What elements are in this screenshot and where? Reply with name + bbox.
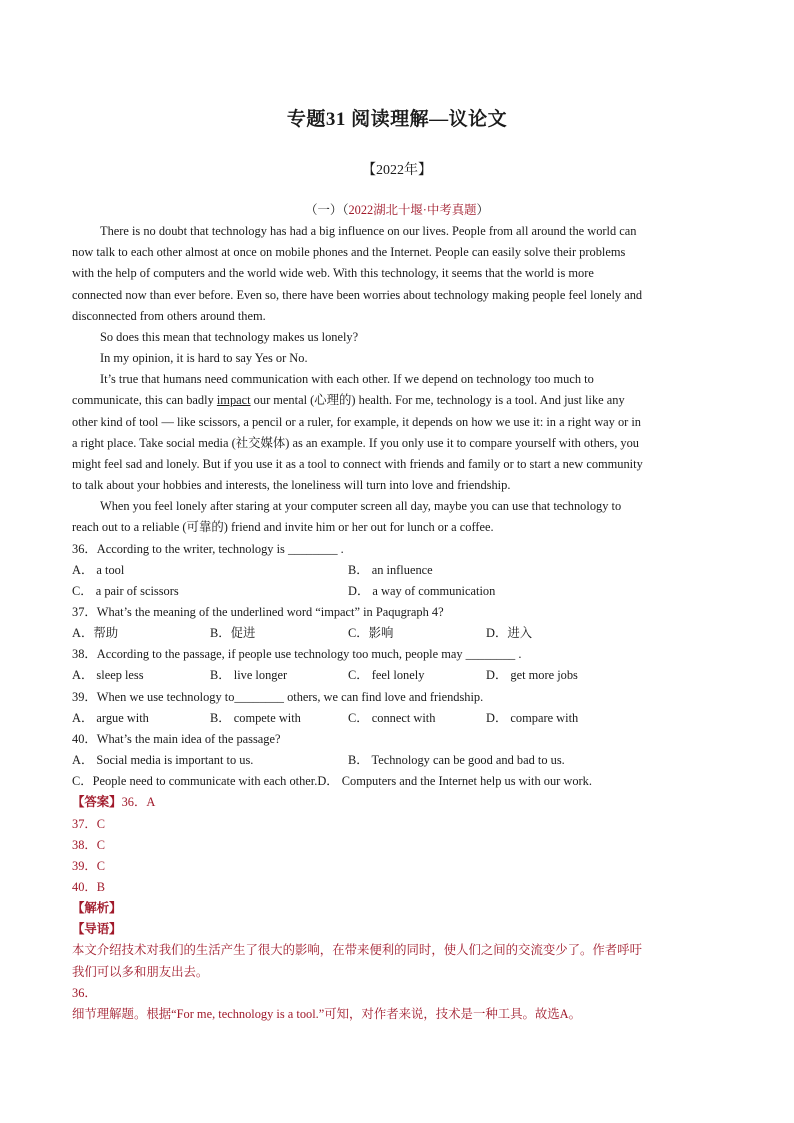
question-40-stem: 40．What’s the main idea of the passage? <box>72 731 281 746</box>
source-prefix: （一）（ <box>305 203 349 217</box>
passage-line: might feel sad and lonely. But if you use it as a tool to connect with friends and family or to start a new community <box>72 456 643 471</box>
answer-item: 40．B <box>72 880 106 894</box>
passage-line: a right place. Take social media (社交媒体) as an example. If you only use it to compare yourself with others, you <box>72 435 639 450</box>
passage-line: There is no doubt that technology has had a big influence on our lives. People from all around the world can <box>100 224 637 239</box>
document-body <box>72 200 722 1025</box>
question-39-options <box>72 708 722 729</box>
passage-line <box>72 390 722 411</box>
answer-blank: ________ <box>287 541 338 556</box>
question-37-options <box>72 623 722 644</box>
passage-source <box>72 200 722 221</box>
passage-line: In my opinion, it is hard to say Yes or No. <box>100 351 308 366</box>
option-b: B． an influence <box>348 562 433 577</box>
question-39-stem <box>72 687 722 708</box>
passage-text: communicate, this can badly <box>72 393 217 408</box>
source-label: 2022湖北十堰·中考真题 <box>348 203 477 217</box>
option-a: A． argue with <box>72 710 149 725</box>
passage-text: our mental (心理的) health. For me, technology is a tool. And just like any <box>250 393 625 408</box>
option-d: D． compare with <box>486 710 579 725</box>
answer-item: 38．C <box>72 837 106 852</box>
answer-item: 37．C <box>72 816 106 831</box>
passage-line: When you feel lonely after staring at your computer screen all day, maybe you can use that technology to <box>100 499 622 514</box>
question-text: others, we can find love and friendship. <box>283 689 484 704</box>
analysis-q36-number: 36． <box>72 985 97 1000</box>
question-text: 39．When we use technology to <box>72 689 235 704</box>
question-36-options-row1 <box>72 560 722 581</box>
option-b: B．促进 <box>210 626 256 641</box>
guide-label: 【导语】 <box>72 922 122 937</box>
guide-text: 我们可以多和朋友出去。 <box>72 964 209 979</box>
option-b: B． compete with <box>210 710 301 725</box>
option-d: D． get more jobs <box>486 668 578 683</box>
analysis-label: 【解析】 <box>72 901 122 916</box>
question-37-stem: 37．What’s the meaning of the underlined word “impact” in Paqugraph 4? <box>72 604 444 619</box>
option-d: D．进入 <box>486 626 533 641</box>
question-text: . <box>515 647 522 662</box>
answer-label: 【答案】 <box>72 795 122 810</box>
passage-line: other kind of tool — like scissors, a pencil or a ruler, for example, it depends on how we use it: in a right way or in <box>72 414 641 429</box>
passage-line: disconnected from others around them. <box>72 308 266 323</box>
option-b: B． live longer <box>210 668 288 683</box>
option-b: B． Technology can be good and bad to us. <box>348 753 565 768</box>
source-suffix: ） <box>476 203 489 217</box>
passage-line: to talk about your hobbies and interests, the loneliness will turn into love and friendship. <box>72 478 511 493</box>
option-c: C． a pair of scissors <box>72 583 179 598</box>
option-a: A． sleep less <box>72 668 144 683</box>
question-38-stem <box>72 644 722 665</box>
option-a: A．帮助 <box>72 626 119 641</box>
answer-item: 39．C <box>72 858 106 873</box>
year-heading: 【2022年】 <box>362 163 432 178</box>
passage-line: It’s true that humans need communication with each other. If we depend on technology too much to <box>100 372 594 387</box>
answer-item: 36．A <box>121 795 156 810</box>
answer-blank: ________ <box>465 647 516 662</box>
question-text: 38．According to the passage, if people use technology too much, people may <box>72 647 466 662</box>
question-36-options-row2 <box>72 581 722 602</box>
question-text: . <box>337 541 344 556</box>
question-36-stem <box>72 539 722 560</box>
passage-line: with the help of computers and the world wide web. With this technology, it seems that the world is more <box>72 266 594 281</box>
option-c: C． connect with <box>348 710 436 725</box>
passage-line: now talk to each other almost at once on mobile phones and the Internet. People can easily solve their problems <box>72 245 626 260</box>
option-c: C． feel lonely <box>348 668 425 683</box>
option-c: C．影响 <box>348 626 394 641</box>
option-a: A． Social media is important to us. <box>72 753 254 768</box>
analysis-q36-text: 细节理解题。根据“For me, technology is a tool.”可知，对作者来说，技术是一种工具。故选A。 <box>72 1006 582 1021</box>
question-40-options-row1 <box>72 750 722 771</box>
passage-line: connected now than ever before. Even so, there have been worries about technology making people feel lonely and <box>72 287 643 302</box>
question-text: 36．According to the writer, technology is <box>72 541 288 556</box>
guide-text: 本文介绍技术对我们的生活产生了很大的影响，在带来便利的同时，使人们之间的交流变少了。作者呼吁 <box>72 943 642 958</box>
option-d: D． a way of communication <box>348 583 496 598</box>
question-40-options-row2: C．People need to communicate with each other.D． Computers and the Internet help us with our work. <box>72 774 592 789</box>
passage-line: reach out to a reliable (可靠的) friend and invite him or her out for lunch or a coffee. <box>72 520 494 535</box>
answer-blank: ________ <box>234 689 284 704</box>
passage-line: So does this mean that technology makes us lonely? <box>100 329 359 344</box>
underlined-word-impact: impact <box>216 393 251 408</box>
page-title: 专题31 阅读理解—议论文 <box>286 109 508 130</box>
question-38-options <box>72 665 722 686</box>
option-a: A． a tool <box>72 562 125 577</box>
answer-line <box>72 792 722 813</box>
